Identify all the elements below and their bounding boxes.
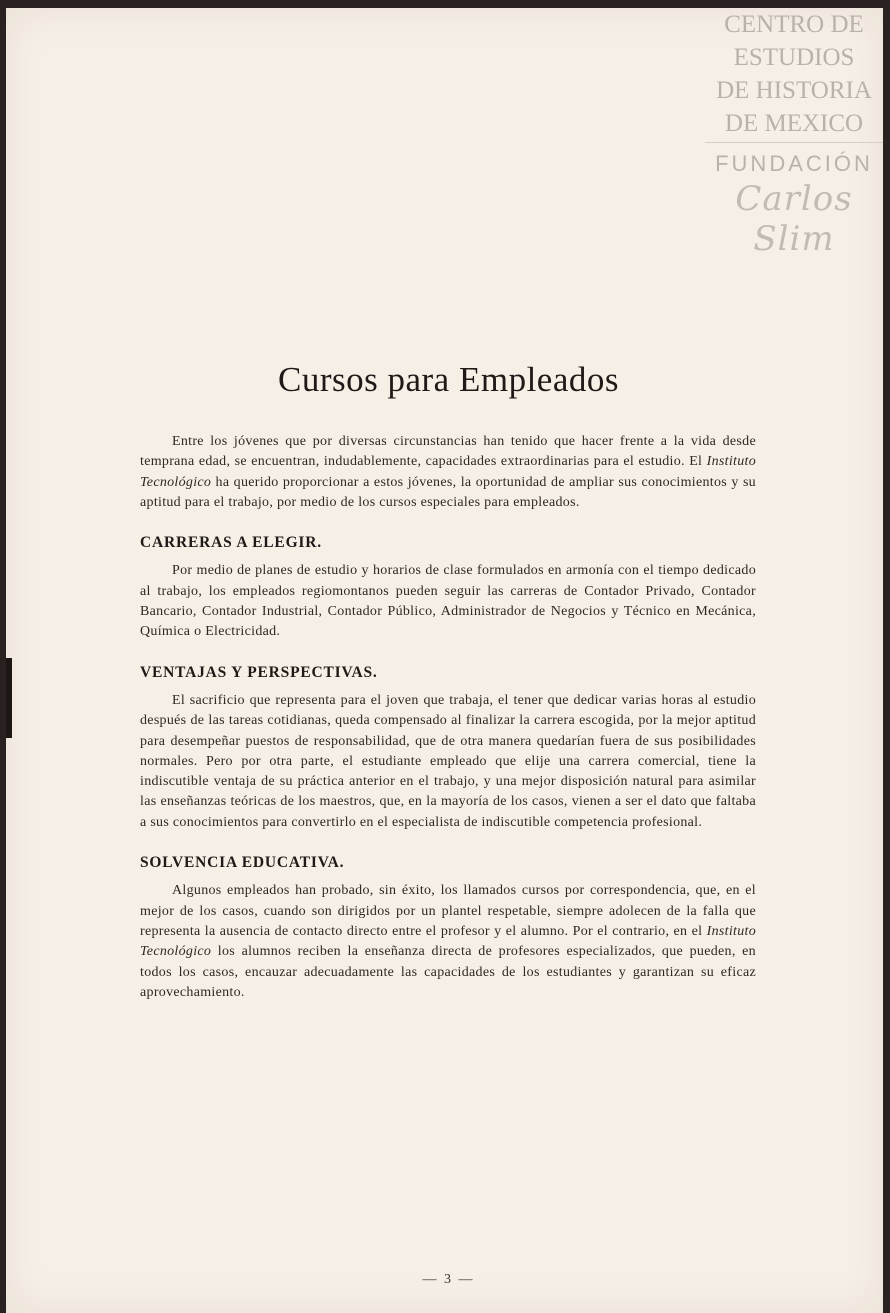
- watermark-foundation: FUNDACIÓN: [715, 151, 873, 176]
- section-heading-advantages: VENTAJAS Y PERSPECTIVAS.: [140, 663, 378, 681]
- watermark-line: ESTUDIOS: [733, 44, 855, 71]
- section-paragraph-advantages: El sacrificio que representa para el joven que trabaja, el tener que dedicar varias horas al estudio después de las tareas cotidianas, queda compensado al finalizar la carrera escogida, por la mejor aptitud para desempeñar puestos de responsabilidad, que de otra manera quedarían fuera de sus posibilidades normales. Pero por otra parte, el estudiante empleado que elije una carrera comercial, tiene la indiscutible ventaja de su práctica anterior en el trabajo, y una mejor disposición natural para asimilar las enseñanzas teóricas de los maestros, que, en la mayoría de los casos, vienen a ser el dato que faltaba a sus conocimientos para convertirlo en el especialista de indiscutible competencia profesional.: [140, 692, 756, 830]
- binding-edge: [6, 658, 12, 738]
- page-body: [140, 432, 756, 1003]
- intro-institution-name: Instituto Tecnológico: [140, 454, 756, 490]
- section-paragraph-solvency: [140, 881, 756, 1003]
- watermark-line: DE HISTORIA: [716, 77, 872, 104]
- solvency-text-a: Algunos empleados han probado, sin éxito, los llamados cursos por correspondencia, que, en el mejor de los casos, cuando son dirigidos por un plantel respetable, siempre adolecen de la falla que representa la ausencia de contacto directo entre el profesor y el alumno. Por el contrario, en el: [140, 883, 756, 939]
- watermark-institution: [705, 8, 883, 143]
- intro-paragraph: [140, 432, 756, 513]
- intro-text-b: ha querido proporcionar a estos jóvenes, la oportunidad de ampliar sus conocimientos y su aptitud para el trabajo, por medio de los cursos especiales para empleados.: [140, 474, 756, 510]
- intro-text-a: Entre los jóvenes que por diversas circunstancias han tenido que hacer frente a la vida desde temprana edad, se encuentran, indudablemente, capacidades extraordinarias para el estudio. El: [140, 434, 756, 470]
- document-page: [6, 8, 883, 1313]
- section-heading-careers: CARRERAS A ELEGIR.: [140, 534, 322, 552]
- watermark-line: DE MEXICO: [724, 110, 864, 137]
- archive-watermark: [705, 8, 883, 259]
- solvency-institution-name: Instituto Tecnológico: [140, 923, 756, 960]
- watermark-signature: Carlos Slim: [735, 179, 853, 259]
- page-number: — 3 —: [422, 1272, 475, 1287]
- section-paragraph-careers: Por medio de planes de estudio y horarios de clase formulados en armonía con el tiempo dedicado al trabajo, los empleados regiomontanos pueden seguir las carreras de Contador Privado, Contador Bancario, Contador Industrial, Contador Público, Administrador de Negocios y Técnico en Mecánica, Química o Electricidad.: [140, 563, 756, 640]
- watermark-line: CENTRO DE: [724, 11, 864, 38]
- page-title: Cursos para Empleados: [278, 360, 619, 399]
- section-heading-solvency: SOLVENCIA EDUCATIVA.: [140, 854, 345, 872]
- solvency-text-b: los alumnos reciben la enseñanza directa de profesores especializados, que pueden, en todos los casos, encauzar adecuadamente las capacidades de los estudiantes y garantizan su eficaz aprovechamiento.: [140, 944, 756, 1000]
